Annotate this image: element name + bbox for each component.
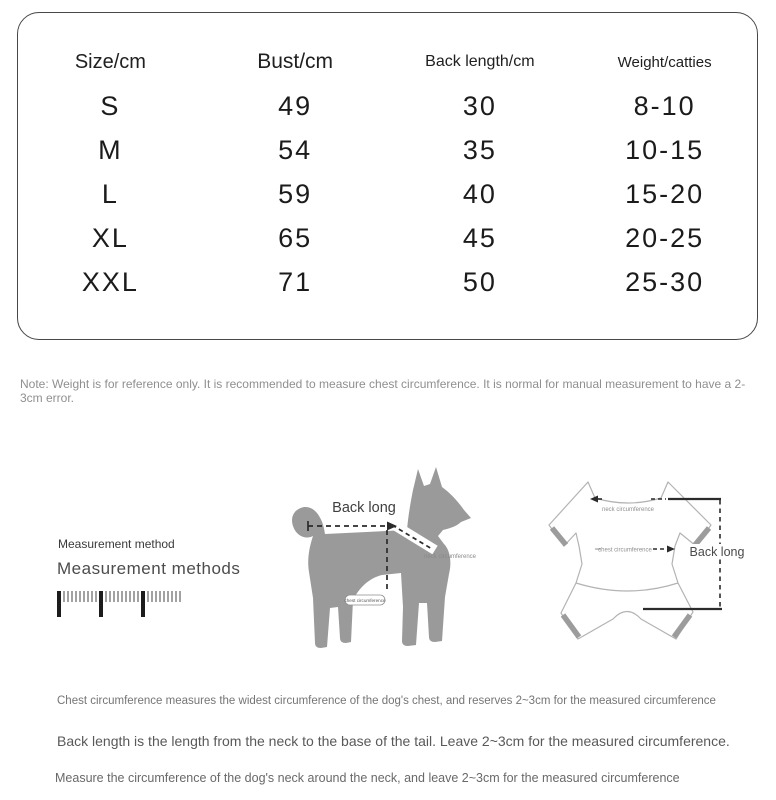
ruler-minor-tick <box>179 591 181 602</box>
cell-size: S <box>100 90 121 121</box>
cell-back-length: 35 <box>462 134 497 165</box>
ruler-major-tick <box>141 591 145 617</box>
instruction-neck: Measure the circumference of the dog's neck around the neck, and leave 2~3cm for the measured circumference <box>55 771 680 785</box>
cell-bust: 54 <box>278 134 313 165</box>
cell-back-length: 30 <box>462 90 497 121</box>
table-row <box>18 128 757 172</box>
dog-back-long-label: Back long <box>332 500 396 516</box>
ruler-minor-tick <box>129 591 131 602</box>
ruler-major-tick <box>99 591 103 617</box>
cell-weight: 20-25 <box>625 222 705 253</box>
ruler-minor-tick <box>121 591 123 602</box>
size-table-header-row <box>18 40 757 84</box>
table-row <box>18 172 757 216</box>
measurement-methods-title: Measurement methods <box>57 559 241 578</box>
cell-bust: 49 <box>278 90 313 121</box>
cell-weight: 10-15 <box>625 134 705 165</box>
ruler-minor-tick <box>117 591 119 602</box>
cell-size: M <box>98 134 123 165</box>
instruction-back-length: Back length is the length from the neck to the base of the tail. Leave 2~3cm for the measured circumference. <box>57 733 730 749</box>
ruler-minor-tick <box>151 591 153 602</box>
ruler-minor-tick <box>163 591 165 602</box>
dog-chest-label: chest circumference <box>344 598 386 603</box>
ruler-minor-tick <box>155 591 157 602</box>
table-row <box>18 260 757 304</box>
note-text: Note: Weight is for reference only. It is recommended to measure chest circumference. It is normal for manual measurement to have a 2-3cm error. <box>20 377 746 405</box>
ruler-minor-tick <box>125 591 127 602</box>
table-row <box>18 216 757 260</box>
ruler-minor-tick <box>171 591 173 602</box>
dog-neck-label: neck circumference <box>423 554 477 560</box>
cell-weight: 15-20 <box>625 178 705 209</box>
cell-size: L <box>101 178 119 209</box>
garment-neck-label: neck circumference <box>601 507 655 513</box>
cell-size: XXL <box>81 266 139 297</box>
cell-size: XL <box>91 222 129 253</box>
cell-back-length: 45 <box>462 222 497 253</box>
ruler-minor-tick <box>91 591 93 602</box>
ruler-minor-tick <box>159 591 161 602</box>
ruler-minor-tick <box>133 591 135 602</box>
ruler-minor-tick <box>75 591 77 602</box>
ruler-minor-tick <box>105 591 107 602</box>
ruler-minor-tick <box>113 591 115 602</box>
ruler-minor-tick <box>147 591 149 602</box>
ruler-minor-tick <box>95 591 97 602</box>
ruler-minor-tick <box>79 591 81 602</box>
column-header-weight: Weight/catties <box>617 53 712 71</box>
measurement-method-label: Measurement method <box>58 537 175 551</box>
ruler-minor-tick <box>175 591 177 602</box>
ruler-minor-tick <box>167 591 169 602</box>
ruler-minor-tick <box>71 591 73 602</box>
garment-measurement-diagram <box>545 452 745 667</box>
cell-weight: 8-10 <box>633 90 696 121</box>
instruction-chest: Chest circumference measures the widest circumference of the dog's chest, and reserves 2~3cm for the measured circumference <box>57 695 716 707</box>
ruler-major-tick <box>57 591 61 617</box>
column-header-back-length: Back length/cm <box>425 53 535 70</box>
ruler-minor-tick <box>67 591 69 602</box>
garment-chest-label: chest circumference <box>598 547 652 554</box>
garment-back-long-label: Back long <box>689 545 745 559</box>
dog-measurement-diagram <box>285 450 495 660</box>
ruler-minor-tick <box>87 591 89 602</box>
ruler-minor-tick <box>83 591 85 602</box>
column-header-bust: Bust/cm <box>257 50 334 73</box>
cell-bust: 65 <box>278 222 313 253</box>
column-header-size: Size/cm <box>74 50 146 73</box>
size-table <box>17 12 758 340</box>
ruler-graphic <box>57 591 181 617</box>
cell-weight: 25-30 <box>625 266 705 297</box>
cell-bust: 71 <box>278 266 313 297</box>
ruler-minor-tick <box>63 591 65 602</box>
cell-back-length: 40 <box>462 178 497 209</box>
cell-back-length: 50 <box>462 266 497 297</box>
ruler-minor-tick <box>137 591 139 602</box>
table-row <box>18 84 757 128</box>
cell-bust: 59 <box>278 178 313 209</box>
ruler-minor-tick <box>109 591 111 602</box>
